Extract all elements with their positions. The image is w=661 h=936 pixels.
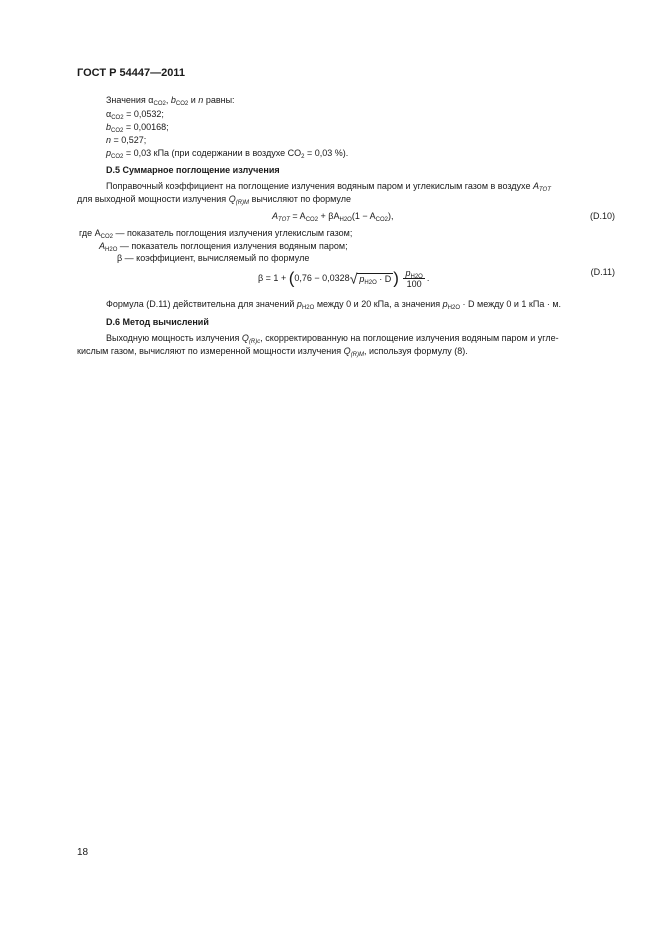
page-number: 18 — [77, 847, 89, 858]
where-beta-line: β — коэффициент, вычисляемый по формуле — [117, 253, 310, 263]
section-d6-line1: Выходную мощность излучения $Q_{(R)c}$, скорректированную на поглощение излучения водяным паром и угле- — [106, 333, 559, 345]
p-value-line: $p_{CO2} = 0,03$ кПа (при содержании в воздухе $CO_2 = 0,03$ %). — [106, 148, 349, 160]
document-header: ГОСТ Р 54447—2011 — [77, 67, 185, 79]
equation-d11: β = 1 + (0,76 − 0,0328√ $p_{H2O} \cdot D$ ) $\frac{p_{H2O}}{100}$ . — [258, 268, 430, 290]
n-value-line: n = 0,527; — [106, 135, 147, 145]
equation-d10-number: (D.10) — [589, 211, 615, 221]
equation-d10: $A_{TOT} = A_{CO2} + \beta A_{H2O}(1 - A_{CO2})$, — [272, 211, 394, 223]
b-value-line: $b_{CO2} = 0,00168$; — [106, 122, 169, 134]
section-d5-heading: D.5 Суммарное поглощение излучения — [106, 165, 280, 175]
equation-d11-number: (D.11) — [590, 267, 615, 277]
alpha-value-line: $\alpha_{CO2} = 0,0532$; — [106, 109, 164, 121]
fraction-p-over-100: $\frac{p_{H2O}}{100}$ — [405, 268, 423, 290]
where-co2-line: где $A_{CO2}$ — показатель поглощения излучения углекислым газом; — [79, 228, 353, 240]
section-d5-paragraph-line2: для выходной мощности излучения $Q_{(R)M}$ вычисляют по формуле — [77, 194, 351, 206]
section-d5-paragraph-line1: Поправочный коэффициент на поглощение излучения водяным паром и углекислым газом в воздухе $A_{TOT}$ — [106, 181, 551, 193]
section-d6-heading: D.6 Метод вычислений — [106, 317, 209, 327]
where-h2o-line: $A_{H2O}$ — показатель поглощения излучения водяным паром; — [99, 241, 348, 253]
validity-note: Формула (D.11) действительна для значений $p_{H2O}$ между 0 и 20 кПа, а значения $p_{H2O} \cdot D$ между 0 и 1 кПа · м. — [106, 299, 562, 311]
square-root: √ $p_{H2O} \cdot D$ — [349, 270, 392, 287]
values-intro: Значения $\alpha_{CO2}$, $b_{CO2}$ и n равны: — [106, 95, 235, 107]
section-d6-line2: кислым газом, вычисляют по измеренной мощности излучения $Q_{(R)M}$, используя формулу (8). — [77, 346, 468, 358]
